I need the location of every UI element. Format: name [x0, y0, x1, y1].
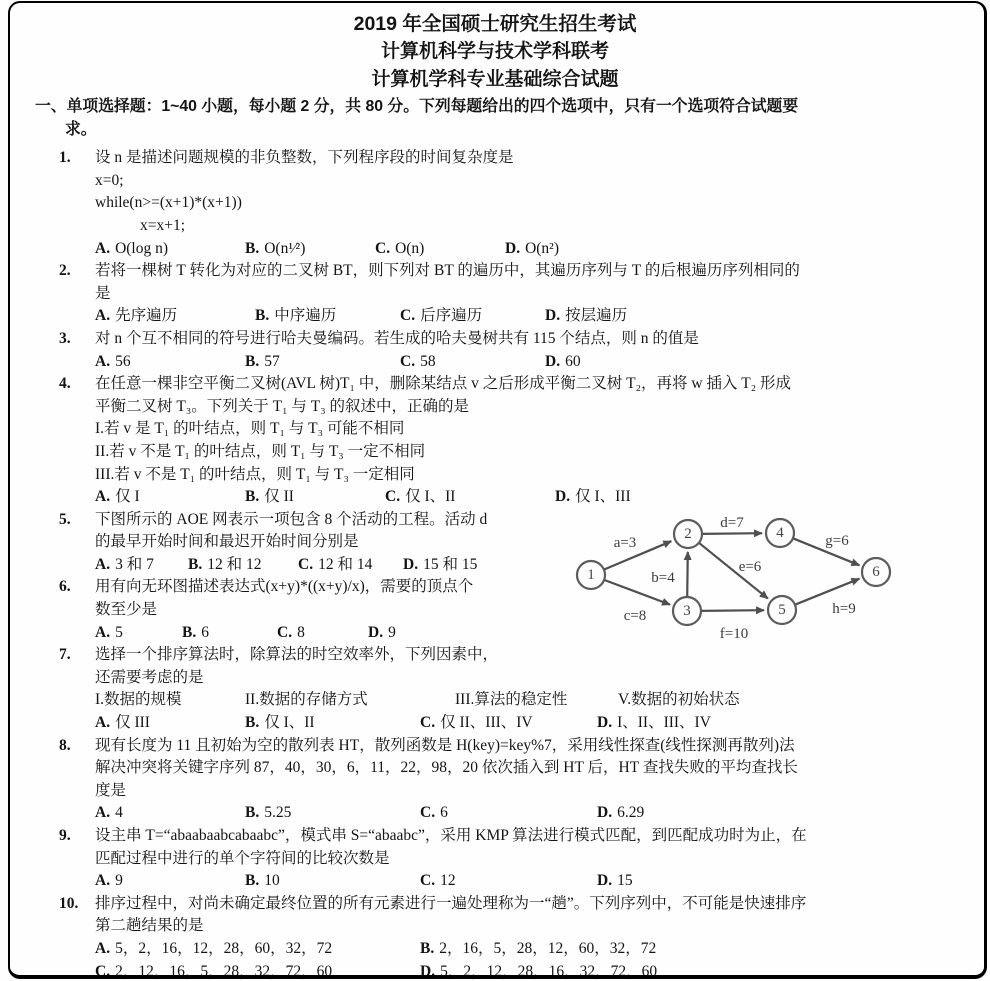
- option-c: C. 6: [420, 804, 448, 822]
- question-stem-line: 设 n 是描述问题规模的非负整数，下列程序段的时间复杂度是: [95, 149, 514, 167]
- option-a: A. 5，2，16，12，28，60，32，72: [95, 939, 333, 957]
- options-row: [95, 870, 990, 893]
- node-4: [766, 519, 794, 547]
- option-a: A. 4: [95, 804, 123, 822]
- statement-line: III.若 v 不是 T₁ 的叶结点，则 T₁ 与 T₃ 一定相同: [95, 465, 415, 483]
- option-d: D. 9: [368, 623, 396, 641]
- question-number: 5.: [59, 510, 71, 528]
- statement-item: III.算法的稳定性: [455, 691, 568, 709]
- option-c: C. 8: [277, 623, 305, 641]
- question-number: 9.: [59, 827, 71, 844]
- statement-item: V.数据的初始状态: [618, 691, 740, 709]
- option-a: A. O(log n): [95, 239, 169, 257]
- options-row: [95, 802, 990, 825]
- option-d: D. I、II、III、IV: [597, 714, 711, 732]
- option-a: A. 9: [95, 872, 123, 890]
- option-a: A. 5: [95, 623, 123, 641]
- option-c: C. 仅 I、II: [385, 488, 456, 506]
- option-c: C. 仅 II、III、IV: [420, 714, 533, 732]
- edge-3-5: [701, 610, 764, 611]
- question-stem-line: 的最早开始时间和最迟开始时间分别是: [95, 533, 359, 551]
- question-4: [0, 373, 990, 509]
- edge-3-2: [687, 552, 688, 597]
- question-9: [0, 825, 990, 893]
- svg-text:1: 1: [587, 567, 595, 583]
- node-6: [862, 558, 890, 586]
- option-c: C. 后序遍历: [400, 307, 483, 325]
- option-b: B. 仅 I、II: [245, 714, 315, 732]
- question-number: 3.: [59, 329, 71, 347]
- question-1: [0, 147, 990, 260]
- question-number: 1.: [59, 149, 71, 167]
- option-c: C. 58: [400, 352, 436, 370]
- option-b: B. 10: [245, 872, 280, 890]
- question-stem-line: 在任意一棵非空平衡二叉树(AVL 树)T₁ 中，删除某结点 v 之后形成平衡二叉树 T₂，再将 w 插入 T₂ 形成: [95, 375, 792, 393]
- edge-label-d: d=7: [720, 515, 744, 531]
- question-number: 2.: [59, 262, 71, 280]
- edge-label-a: a=3: [613, 535, 637, 551]
- options-row: [95, 712, 990, 735]
- options-row: [95, 938, 990, 961]
- option-d: D. 15: [597, 872, 633, 890]
- option-d: D. 15 和 15: [403, 555, 478, 573]
- option-a: A. 3 和 7: [95, 555, 154, 573]
- option-d: D. O(n²): [505, 239, 559, 257]
- aoe-network-diagram: [563, 503, 935, 649]
- question-3: [0, 328, 990, 373]
- option-c: C. O(n): [375, 239, 425, 257]
- svg-text:5: 5: [778, 602, 786, 618]
- question-stem-line: 现有长度为 11 且初始为空的散列表 HT，散列函数是 H(key)=key%7，采用线性探查(线性探测再散列)法: [95, 736, 795, 754]
- edge-label-e: e=6: [738, 559, 762, 575]
- node-3: [673, 597, 701, 625]
- svg-text:6: 6: [872, 564, 880, 580]
- question-number: 10.: [59, 894, 79, 912]
- option-d: D. 6.29: [597, 804, 645, 822]
- edge-label-c: c=8: [623, 608, 647, 624]
- svg-text:4: 4: [776, 525, 784, 541]
- code-line: x=x+1;: [140, 216, 186, 234]
- edge-2-4: [702, 533, 762, 534]
- code-line: while(n>=(x+1)*(x+1)): [95, 194, 242, 212]
- edge-label-b: b=4: [651, 570, 675, 586]
- question-stem-line: 选择一个排序算法时，除算法的时空效率外，下列因素中，: [95, 646, 499, 664]
- question-stem-line: 数至少是: [95, 601, 158, 619]
- question-2: [0, 260, 990, 328]
- option-b: B. 6: [182, 623, 209, 641]
- statement-items-row: [95, 689, 990, 712]
- question-stem-line: 是: [95, 284, 111, 302]
- option-b: B. 仅 II: [245, 488, 294, 506]
- question-stem-line: 排序过程中，对尚未确定最终位置的所有元素进行一遍处理称为一“趟”。下列序列中，不可能是快速排序: [95, 894, 807, 912]
- statement-item: II.数据的存储方式: [245, 691, 368, 709]
- options-row: [95, 351, 990, 374]
- option-d: D. 60: [545, 352, 581, 370]
- question-stem-line: 对 n 个互不相同的符号进行哈夫曼编码。若生成的哈夫曼树共有 115 个结点，则 n 的值是: [95, 329, 699, 347]
- question-stem-line: 匹配过程中进行的单个字符间的比较次数是: [95, 849, 390, 867]
- question-stem-line: 解决冲突将关键字序列 87，40，30，6，11，22，98，20 依次插入到 HT 后，HT 查找失败的平均查找长: [95, 759, 798, 777]
- edge-label-f: f=10: [719, 626, 749, 642]
- statement-line: I.若 v 是 T₁ 的叶结点，则 T₁ 与 T₃ 可能不相同: [95, 420, 405, 438]
- statement-line: II.若 v 不是 T₁ 的叶结点，则 T₁ 与 T₃ 一定不相同: [95, 442, 426, 460]
- option-c: C. 12: [420, 872, 456, 890]
- option-d: D. 仅 I、III: [555, 488, 631, 506]
- title-line-3: 计算机学科专业基础综合试题: [371, 69, 619, 90]
- option-c: C. 2，12，16，5，28，32，72，60: [95, 962, 333, 980]
- option-d: D. 5，2，12，28，16，32，72，60: [420, 962, 658, 980]
- option-d: D. 按层遍历: [545, 307, 628, 325]
- question-number: 7.: [59, 646, 71, 664]
- section-header-line-1: 一、单项选择题：1~40 小题，每小题 2 分，共 80 分。下列每题给出的四个选项中，只有一个选项符合试题要: [35, 98, 799, 115]
- question-stem-line: 设主串 T=“abaabaabcabaabc”，模式串 S=“abaabc”，采用 KMP 算法进行模式匹配，到匹配成功时为止，在: [95, 827, 807, 844]
- question-7: [0, 644, 990, 734]
- options-row: [95, 238, 990, 261]
- option-b: B. 中序遍历: [255, 307, 337, 325]
- code-line: x=0;: [95, 171, 124, 189]
- statement-item: I.数据的规模: [95, 691, 182, 709]
- question-stem-line: 用有向无环图描述表达式(x+y)*((x+y)/x)，需要的顶点个: [95, 578, 474, 596]
- edge-label-g: g=6: [825, 533, 849, 549]
- question-stem-line: 还需要考虑的是: [95, 668, 204, 686]
- question-stem-line: 若将一棵树 T 转化为对应的二叉树 BT，则下列对 BT 的遍历中，其遍历序列与 T 的后根遍历序列相同的: [95, 262, 800, 280]
- exam-title-block: [0, 10, 990, 94]
- section-header: [35, 96, 990, 141]
- title-line-2: 计算机科学与技术学科联考: [380, 41, 609, 62]
- question-stem-line: 下图所示的 AOE 网表示一项包含 8 个活动的工程。活动 d: [95, 510, 488, 528]
- option-a: A. 仅 I: [95, 488, 140, 506]
- option-b: B. O(n¹⁄²): [245, 239, 306, 257]
- title-line-1: 2019 年全国硕士研究生招生考试: [353, 13, 637, 35]
- node-2: [674, 520, 702, 548]
- option-b: B. 12 和 12: [188, 555, 262, 573]
- question-10: [0, 893, 990, 981]
- option-a: A. 先序遍历: [95, 307, 178, 325]
- option-b: B. 5.25: [245, 804, 292, 822]
- option-a: A. 56: [95, 352, 131, 370]
- svg-text:3: 3: [683, 603, 691, 619]
- question-number: 4.: [59, 375, 71, 393]
- question-stem-line: 平衡二叉树 T₃。下列关于 T₁ 与 T₃ 的叙述中，正确的是: [95, 397, 469, 415]
- section-header-line-2: 求。: [65, 120, 97, 138]
- question-number: 6.: [59, 578, 71, 596]
- option-b: B. 57: [245, 352, 280, 370]
- node-1: [577, 561, 605, 589]
- option-a: A. 仅 III: [95, 714, 150, 732]
- options-row: [95, 961, 990, 981]
- question-8: [0, 735, 990, 825]
- node-5: [768, 596, 796, 624]
- options-row: [95, 305, 990, 328]
- svg-text:2: 2: [684, 526, 692, 542]
- option-b: B. 2，16，5，28，12，60，32，72: [420, 939, 657, 957]
- edge-label-h: h=9: [832, 601, 856, 617]
- question-number: 8.: [59, 736, 71, 754]
- option-c: C. 12 和 14: [298, 555, 373, 573]
- question-stem-line: 度是: [95, 781, 127, 799]
- question-stem-line: 第二趟结果的是: [95, 917, 204, 935]
